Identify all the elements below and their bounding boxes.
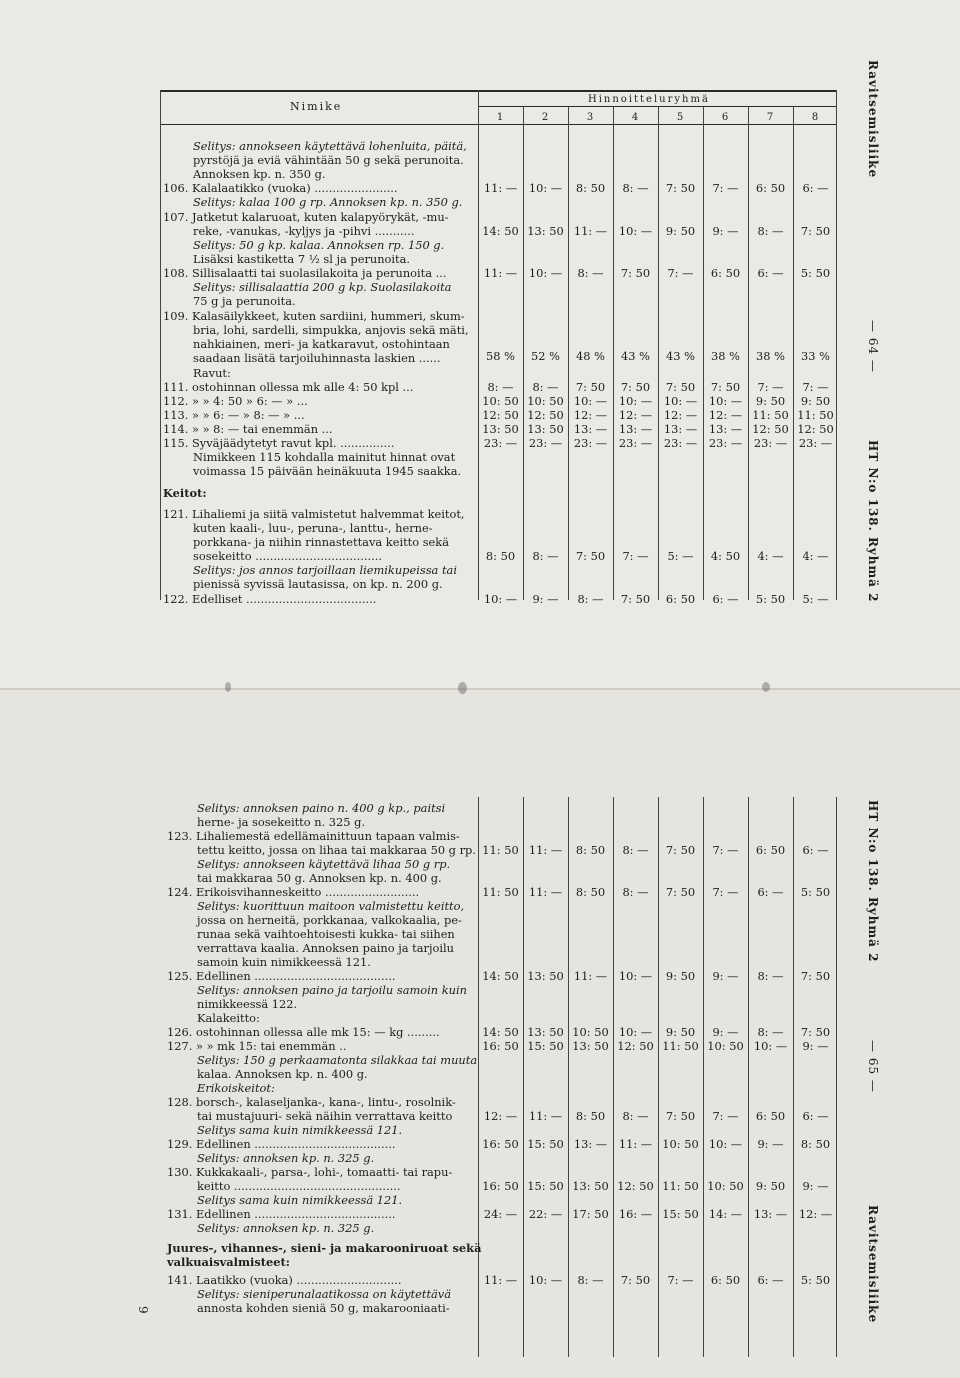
item-text: 126. ostohinnan ollessa alle mk 15: — kg ......... (167, 1025, 440, 1039)
price-cell-group-3: 8: — (577, 266, 604, 280)
price-cell-group-6: 6: 50 (710, 1273, 741, 1287)
price-cell-group-6: 10: — (708, 394, 743, 408)
price-row (478, 1109, 836, 1123)
price-cell-group-2: 10: 50 (527, 394, 564, 408)
price-cell-group-7: 8: — (757, 969, 784, 983)
price-cell-group-1: 24: — (483, 1207, 518, 1221)
item-text: Selitys: jos annos tarjoillaan liemikupeissa tai (193, 563, 457, 577)
price-row (478, 592, 836, 606)
price-cell-group-8: 11: 50 (797, 408, 834, 422)
item-text: Erikoiskeitot: (197, 1081, 275, 1095)
price-cell-group-3: 8: — (577, 592, 604, 606)
price-cell-group-3: 8: 50 (575, 885, 606, 899)
price-cell-group-5: 9: 50 (665, 1025, 696, 1039)
item-text: Selitys: sillisalaattia 200 g kp. Suolasilakoita (193, 280, 452, 294)
price-cell-group-8: 5: 50 (800, 1273, 831, 1287)
item-text: nahkiainen, meri- ja katkaravut, ostohintaan (193, 337, 450, 351)
price-row (478, 1207, 836, 1221)
price-cell-group-6: 7: — (712, 1109, 739, 1123)
margin-page-number: — 64 — (866, 320, 880, 373)
item-text: sosekeitto ................................... (193, 549, 382, 563)
price-cell-group-1: 12: 50 (482, 408, 519, 422)
price-cell-group-3: 13: 50 (572, 1039, 609, 1053)
price-row (478, 969, 836, 983)
item-text: Selitys: annokseen käytettävä lihaa 50 g rp. (197, 857, 451, 871)
price-cell-group-5: 9: 50 (665, 969, 696, 983)
price-cell-group-4: 16: — (618, 1207, 653, 1221)
price-cell-group-4: 23: — (618, 436, 653, 450)
price-cell-group-2: 23: — (528, 436, 563, 450)
price-row (478, 1179, 836, 1193)
price-cell-group-7: 9: 50 (755, 394, 786, 408)
price-cell-group-7: 6: 50 (755, 181, 786, 195)
scan-mark (225, 682, 231, 692)
price-cell-group-2: 13: 50 (527, 969, 564, 983)
item-text: 115. Syväjäädytetyt ravut kpl. ............... (163, 436, 395, 450)
item-text: 107. Jatketut kalaruoat, kuten kalapyörykät, -mu- (163, 210, 449, 224)
price-cell-group-2: 15: 50 (527, 1137, 564, 1151)
item-text: runaa sekä vaihtoehtoisesti kukka- tai siihen (197, 927, 455, 941)
item-text: 106. Kalalaatikko (vuoka) ....................... (163, 181, 398, 195)
price-cell-group-2: 10: — (528, 181, 563, 195)
price-cell-group-8: 7: — (802, 380, 829, 394)
price-cell-group-7: 6: — (757, 266, 784, 280)
price-row (478, 1273, 836, 1287)
item-text: tai makkaraa 50 g. Annoksen kp. n. 400 g. (197, 871, 442, 885)
price-cell-group-3: 12: — (573, 408, 608, 422)
header-col-6: 6 (721, 112, 729, 123)
item-text: tettu keitto, jossa on lihaa tai makkaraa 50 g rp. (197, 843, 476, 857)
price-cell-group-7: 6: — (757, 1273, 784, 1287)
item-text: Selitys: annoksen paino ja tarjoilu samoin kuin (197, 983, 467, 997)
price-cell-group-5: 9: 50 (665, 224, 696, 238)
corner-mark: 9 (136, 1306, 150, 1315)
price-cell-group-3: 10: — (573, 394, 608, 408)
margin-publisher: Ravitsemisliike (866, 1205, 880, 1324)
item-text: Selitys: annoksen paino n. 400 g kp., paitsi (197, 801, 446, 815)
item-text: 130. Kukkakaali-, parsa-, lohi-, tomaatti- tai rapu- (167, 1165, 453, 1179)
item-text: 131. Edellinen ....................................... (167, 1207, 396, 1221)
price-cell-group-1: 16: 50 (482, 1039, 519, 1053)
price-row (478, 843, 836, 857)
price-cell-group-4: 11: — (618, 1137, 653, 1151)
item-text: bria, lohi, sardelli, simpukka, anjovis sekä mäti, (193, 323, 469, 337)
header-nimike: Nimike (290, 100, 343, 113)
item-text: Selitys sama kuin nimikkeessä 121. (197, 1123, 403, 1137)
price-cell-group-5: 7: 50 (665, 1109, 696, 1123)
price-row (478, 380, 836, 394)
item-text: Selitys: annokseen käytettävä lohenluita, päitä, (193, 139, 467, 153)
price-cell-group-5: 10: — (663, 394, 698, 408)
item-text: nimikkeessä 122. (197, 997, 298, 1011)
price-cell-group-1: 8: 50 (485, 549, 516, 563)
item-text: herne- ja sosekeitto n. 325 g. (197, 815, 366, 829)
item-text: annosta kohden sieniä 50 g, makarooniaati- (197, 1301, 450, 1315)
price-cell-group-4: 10: — (618, 394, 653, 408)
price-cell-group-4: 7: 50 (620, 380, 651, 394)
item-text: 129. Edellinen ....................................... (167, 1137, 396, 1151)
section-heading: Juures-, vihannes-, sieni- ja makarooniruoat sekä (167, 1241, 482, 1255)
price-cell-group-7: 6: — (757, 885, 784, 899)
price-cell-group-8: 12: — (798, 1207, 833, 1221)
price-cell-group-7: 5: 50 (755, 592, 786, 606)
header-bottom-rule (160, 124, 836, 125)
price-cell-group-1: 11: — (483, 1273, 518, 1287)
price-cell-group-4: 7: — (622, 549, 649, 563)
price-cell-group-7: 12: 50 (752, 422, 789, 436)
item-text: Ravut: (193, 366, 231, 380)
price-cell-group-5: 5: — (667, 549, 694, 563)
price-cell-group-2: 22: — (528, 1207, 563, 1221)
price-cell-group-7: 13: — (753, 1207, 788, 1221)
price-cell-group-3: 7: 50 (575, 380, 606, 394)
price-cell-group-1: 58 % (486, 349, 515, 363)
price-cell-group-1: 12: — (483, 1109, 518, 1123)
item-text: Selitys: 50 g kp. kalaa. Annoksen rp. 150 g. (193, 238, 445, 252)
price-cell-group-4: 8: — (622, 843, 649, 857)
price-cell-group-8: 9: — (802, 1179, 829, 1193)
margin-page-number: — 65 — (866, 1040, 880, 1093)
price-cell-group-2: 52 % (531, 349, 560, 363)
price-cell-group-3: 13: — (573, 1137, 608, 1151)
price-cell-group-8: 5: 50 (800, 266, 831, 280)
price-cell-group-3: 10: 50 (572, 1025, 609, 1039)
price-cell-group-2: 8: — (532, 380, 559, 394)
price-row (478, 422, 836, 436)
price-cell-group-5: 13: — (663, 422, 698, 436)
price-row (478, 436, 836, 450)
item-text: Annoksen kp. n. 350 g. (193, 167, 326, 181)
item-text: 111. ostohinnan ollessa mk alle 4: 50 kpl ... (163, 380, 414, 394)
item-text: 124. Erikoisvihanneskeitto .......................... (167, 885, 420, 899)
price-cell-group-1: 8: — (487, 380, 514, 394)
price-cell-group-6: 38 % (711, 349, 740, 363)
price-cell-group-6: 14: — (708, 1207, 743, 1221)
price-cell-group-1: 14: 50 (482, 1025, 519, 1039)
margin-issue: HT N:o 138. Ryhmä 2 (866, 440, 880, 603)
section-heading: Keitot: (163, 486, 207, 500)
price-cell-group-5: 10: 50 (662, 1137, 699, 1151)
price-cell-group-8: 7: 50 (800, 224, 831, 238)
price-cell-group-7: 8: — (757, 224, 784, 238)
price-cell-group-6: 7: 50 (710, 380, 741, 394)
price-cell-group-8: 5: — (802, 592, 829, 606)
price-cell-group-6: 10: 50 (707, 1039, 744, 1053)
price-cell-group-8: 9: 50 (800, 394, 831, 408)
item-text: keitto .............................................. (197, 1179, 401, 1193)
price-cell-group-6: 13: — (708, 422, 743, 436)
margin-publisher: Ravitsemisliike (866, 60, 880, 179)
price-cell-group-4: 13: — (618, 422, 653, 436)
price-cell-group-7: 8: — (757, 1025, 784, 1039)
price-cell-group-6: 12: — (708, 408, 743, 422)
item-text: jossa on herneitä, porkkanaa, valkokaalia, pe- (197, 913, 462, 927)
price-cell-group-3: 13: 50 (572, 1179, 609, 1193)
price-cell-group-2: 11: — (528, 885, 563, 899)
price-row (478, 549, 836, 563)
price-cell-group-4: 7: 50 (620, 1273, 651, 1287)
price-cell-group-6: 23: — (708, 436, 743, 450)
price-cell-group-8: 4: — (802, 549, 829, 563)
price-cell-group-1: 16: 50 (482, 1179, 519, 1193)
item-text: Selitys: sieniperunalaatikossa on käytettävä (197, 1287, 452, 1301)
item-text: 114. » » 8: — tai enemmän ... (163, 422, 333, 436)
price-cell-group-3: 11: — (573, 969, 608, 983)
header-col-3: 3 (586, 112, 594, 123)
price-cell-group-5: 7: 50 (665, 843, 696, 857)
price-cell-group-8: 6: — (802, 181, 829, 195)
scan-mark (762, 682, 770, 692)
price-cell-group-7: 11: 50 (752, 408, 789, 422)
item-text: 127. » » mk 15: tai enemmän .. (167, 1039, 347, 1053)
price-cell-group-4: 10: — (618, 1025, 653, 1039)
price-cell-group-7: 6: 50 (755, 1109, 786, 1123)
margin-issue: HT N:o 138. Ryhmä 2 (866, 800, 880, 963)
item-text: pyrstöjä ja eviä vähintään 50 g sekä perunoita. (193, 153, 464, 167)
col-line (478, 90, 479, 600)
price-cell-group-5: 43 % (666, 349, 695, 363)
item-text: 112. » » 4: 50 » 6: — » ... (163, 394, 308, 408)
price-row (478, 1039, 836, 1053)
price-row (478, 1137, 836, 1151)
price-cell-group-4: 10: — (618, 224, 653, 238)
price-row (478, 266, 836, 280)
header-col-4: 4 (631, 112, 639, 123)
price-cell-group-6: 10: — (708, 1137, 743, 1151)
price-cell-group-5: 11: 50 (662, 1039, 699, 1053)
item-text: reke, -vanukas, -kyljys ja -pihvi ........... (193, 224, 415, 238)
price-cell-group-3: 11: — (573, 224, 608, 238)
item-text: Selitys: kuorittuun maitoon valmistettu keitto, (197, 899, 465, 913)
price-cell-group-6: 6: 50 (710, 266, 741, 280)
page-fold (0, 688, 960, 690)
price-cell-group-4: 7: 50 (620, 266, 651, 280)
price-cell-group-8: 33 % (801, 349, 830, 363)
price-cell-group-1: 11: 50 (482, 885, 519, 899)
price-cell-group-5: 7: — (667, 1273, 694, 1287)
price-cell-group-6: 10: 50 (707, 1179, 744, 1193)
price-cell-group-5: 12: — (663, 408, 698, 422)
price-cell-group-5: 15: 50 (662, 1207, 699, 1221)
price-cell-group-4: 12: 50 (617, 1039, 654, 1053)
header-col-8: 8 (811, 112, 819, 123)
price-cell-group-3: 8: 50 (575, 1109, 606, 1123)
price-cell-group-4: 12: — (618, 408, 653, 422)
item-text: Kalakeitto: (197, 1011, 260, 1025)
price-cell-group-8: 23: — (798, 436, 833, 450)
price-cell-group-7: 23: — (753, 436, 788, 450)
price-cell-group-8: 9: — (802, 1039, 829, 1053)
price-cell-group-3: 7: 50 (575, 549, 606, 563)
price-cell-group-4: 43 % (621, 349, 650, 363)
item-text: Selitys sama kuin nimikkeessä 121. (197, 1193, 403, 1207)
price-cell-group-4: 7: 50 (620, 592, 651, 606)
item-text: Nimikkeen 115 kohdalla mainitut hinnat ovat (193, 450, 456, 464)
item-text: saadaan lisätä tarjoiluhinnasta laskien ...... (193, 351, 441, 365)
item-text: Selitys: 150 g perkaamatonta silakkaa tai muuta (197, 1053, 478, 1067)
header-top-rule (160, 90, 836, 92)
price-cell-group-1: 11: 50 (482, 843, 519, 857)
price-cell-group-2: 13: 50 (527, 422, 564, 436)
item-text: 108. Sillisalaatti tai suolasilakoita ja perunoita ... (163, 266, 447, 280)
price-cell-group-8: 8: 50 (800, 1137, 831, 1151)
price-cell-group-2: 11: — (528, 843, 563, 857)
price-cell-group-1: 11: — (483, 181, 518, 195)
price-cell-group-2: 13: 50 (527, 1025, 564, 1039)
price-cell-group-5: 7: — (667, 266, 694, 280)
price-cell-group-5: 7: 50 (665, 181, 696, 195)
header-col-2: 2 (541, 112, 549, 123)
price-cell-group-6: 9: — (712, 1025, 739, 1039)
item-text: kalaa. Annoksen kp. n. 400 g. (197, 1067, 368, 1081)
price-row (478, 885, 836, 899)
item-text: 128. borsch-, kalaseljanka-, kana-, lintu-, rosolnik- (167, 1095, 456, 1109)
item-text: 141. Laatikko (vuoka) ............................. (167, 1273, 402, 1287)
price-cell-group-5: 23: — (663, 436, 698, 450)
price-cell-group-8: 6: — (802, 843, 829, 857)
price-cell-group-1: 23: — (483, 436, 518, 450)
item-text: Lisäksi kastiketta 7 ½ sl ja perunoita. (193, 252, 411, 266)
price-cell-group-5: 6: 50 (665, 592, 696, 606)
item-text: samoin kuin nimikkeessä 121. (197, 955, 371, 969)
price-row (478, 181, 836, 195)
price-cell-group-3: 17: 50 (572, 1207, 609, 1221)
price-row (478, 349, 836, 363)
header-col-5: 5 (676, 112, 684, 123)
price-cell-group-4: 8: — (622, 885, 649, 899)
item-text: 121. Lihaliemi ja siitä valmistetut halvemmat keitot, (163, 507, 465, 521)
price-cell-group-1: 10: 50 (482, 394, 519, 408)
price-cell-group-2: 12: 50 (527, 408, 564, 422)
item-text: voimassa 15 päivään heinäkuuta 1945 saakka. (193, 464, 462, 478)
price-cell-group-1: 10: — (483, 592, 518, 606)
price-cell-group-3: 13: — (573, 422, 608, 436)
price-cell-group-1: 13: 50 (482, 422, 519, 436)
price-cell-group-6: 6: — (712, 592, 739, 606)
price-cell-group-8: 7: 50 (800, 969, 831, 983)
price-cell-group-5: 11: 50 (662, 1179, 699, 1193)
header-price-group: Hinnoitteluryhmä (588, 94, 710, 105)
item-text: 113. » » 6: — » 8: — » ... (163, 408, 305, 422)
price-cell-group-8: 12: 50 (797, 422, 834, 436)
price-cell-group-2: 13: 50 (527, 224, 564, 238)
item-text: Selitys: annoksen kp. n. 325 g. (197, 1221, 375, 1235)
price-cell-group-8: 7: 50 (800, 1025, 831, 1039)
item-text: 122. Edelliset .................................... (163, 592, 377, 606)
scan-mark (458, 682, 467, 694)
price-cell-group-3: 23: — (573, 436, 608, 450)
price-cell-group-7: 7: — (757, 380, 784, 394)
header-group-rule (478, 106, 836, 107)
price-cell-group-8: 5: 50 (800, 885, 831, 899)
price-row (478, 394, 836, 408)
price-row (478, 224, 836, 238)
price-cell-group-2: 10: — (528, 266, 563, 280)
item-text: 123. Lihaliemestä edellämainittuun tapaan valmis- (167, 829, 460, 843)
price-cell-group-6: 7: — (712, 843, 739, 857)
price-cell-group-1: 11: — (483, 266, 518, 280)
price-cell-group-3: 8: 50 (575, 843, 606, 857)
item-text: Selitys: kalaa 100 g rp. Annoksen kp. n. 350 g. (193, 195, 463, 209)
section-heading: valkuaisvalmisteet: (167, 1255, 290, 1269)
price-cell-group-6: 4: 50 (710, 549, 741, 563)
item-text: 75 g ja perunoita. (193, 294, 296, 308)
price-cell-group-4: 12: 50 (617, 1179, 654, 1193)
price-cell-group-2: 11: — (528, 1109, 563, 1123)
price-cell-group-7: 6: 50 (755, 843, 786, 857)
price-cell-group-5: 7: 50 (665, 885, 696, 899)
price-cell-group-1: 14: 50 (482, 969, 519, 983)
col-line (160, 90, 161, 600)
header-col-7: 7 (766, 112, 774, 123)
price-cell-group-7: 10: — (753, 1039, 788, 1053)
price-cell-group-3: 8: 50 (575, 181, 606, 195)
price-cell-group-1: 14: 50 (482, 224, 519, 238)
price-cell-group-3: 8: — (577, 1273, 604, 1287)
price-cell-group-7: 9: — (757, 1137, 784, 1151)
item-text: Selitys: annoksen kp. n. 325 g. (197, 1151, 375, 1165)
item-text: porkkana- ja niihin rinnastettava keitto sekä (193, 535, 449, 549)
price-cell-group-7: 9: 50 (755, 1179, 786, 1193)
price-row (478, 408, 836, 422)
price-cell-group-6: 7: — (712, 181, 739, 195)
price-cell-group-6: 7: — (712, 885, 739, 899)
item-text: tai mustajuuri- sekä näihin verrattava keitto (197, 1109, 453, 1123)
price-cell-group-2: 9: — (532, 592, 559, 606)
price-cell-group-7: 38 % (756, 349, 785, 363)
price-cell-group-8: 6: — (802, 1109, 829, 1123)
price-cell-group-5: 7: 50 (665, 380, 696, 394)
item-text: 125. Edellinen ....................................... (167, 969, 396, 983)
item-text: kuten kaali-, luu-, peruna-, lanttu-, herne- (193, 521, 433, 535)
price-cell-group-7: 4: — (757, 549, 784, 563)
price-cell-group-2: 15: 50 (527, 1039, 564, 1053)
price-cell-group-4: 8: — (622, 181, 649, 195)
item-text: pienissä syvissä lautasissa, on kp. n. 200 g. (193, 577, 443, 591)
price-cell-group-4: 8: — (622, 1109, 649, 1123)
price-cell-group-6: 9: — (712, 969, 739, 983)
item-text: verrattava kaalia. Annoksen paino ja tarjoilu (197, 941, 454, 955)
price-cell-group-2: 10: — (528, 1273, 563, 1287)
item-text: 109. Kalasäilykkeet, kuten sardiini, hummeri, skum- (163, 309, 465, 323)
price-cell-group-3: 48 % (576, 349, 605, 363)
header-col-1: 1 (496, 112, 504, 123)
price-row (478, 1025, 836, 1039)
price-cell-group-1: 16: 50 (482, 1137, 519, 1151)
price-cell-group-2: 15: 50 (527, 1179, 564, 1193)
price-cell-group-2: 8: — (532, 549, 559, 563)
col-line (836, 90, 837, 600)
price-cell-group-6: 9: — (712, 224, 739, 238)
price-cell-group-4: 10: — (618, 969, 653, 983)
